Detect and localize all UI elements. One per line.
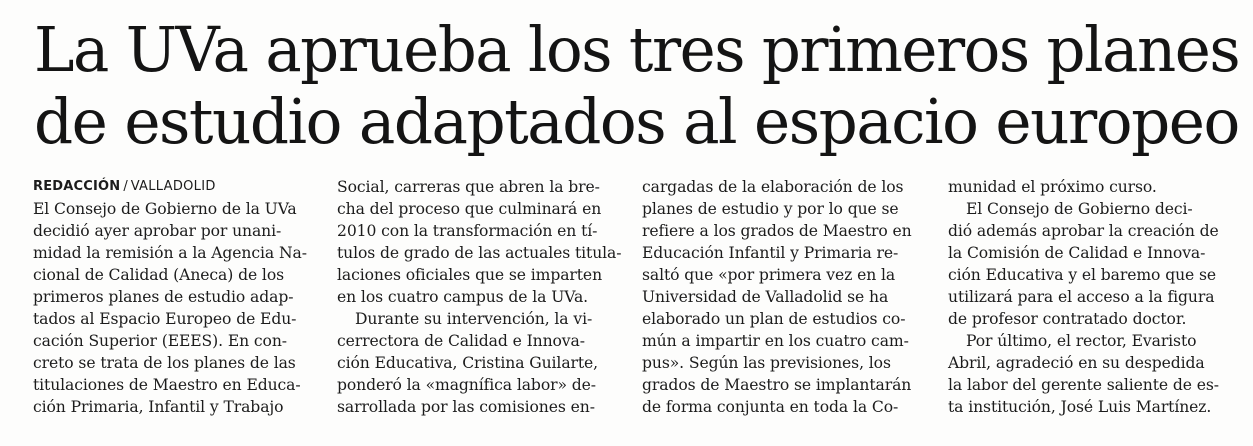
paragraph-start-line: Durante su intervención, la vi-: [355, 310, 593, 328]
text-line: ción Educativa y el baremo que se: [948, 266, 1217, 284]
headline-line-2: de estudio adaptados al espacio europeo: [34, 85, 1239, 158]
byline-author: REDACCIÓN: [33, 179, 121, 194]
text-line: midad la remisión a la Agencia Na-: [33, 244, 307, 262]
text-line: laciones oficiales que se imparten: [337, 266, 603, 284]
text-line: tulos de grado de las actuales titula-: [337, 244, 622, 262]
text-line: planes de estudio y por lo que se: [642, 200, 899, 218]
text-line: titulaciones de Maestro en Educa-: [33, 376, 301, 394]
text-line: Social, carreras que abren la bre-: [337, 178, 600, 196]
text-line: ción Primaria, Infantil y Trabajo: [33, 398, 284, 416]
text-line: grados de Maestro se implantarán: [642, 376, 912, 394]
article-column-1: [33, 176, 321, 418]
text-line: en los cuatro campus de la UVa.: [337, 288, 589, 306]
headline-line-1: La UVa aprueba los tres primeros planes: [34, 13, 1240, 86]
text-line: cación Superior (EEES). En con-: [33, 332, 287, 350]
text-line: primeros planes de estudio adap-: [33, 288, 294, 306]
text-line: ponderó la «magnífica labor» de-: [337, 376, 596, 394]
byline-place: VALLADOLID: [130, 179, 216, 194]
article-column-3: [642, 176, 932, 418]
headline: [34, 13, 1240, 158]
text-line: sarrollada por las comisiones en-: [337, 398, 595, 416]
paragraph-start-line: Por último, el rector, Evaristo: [966, 332, 1197, 350]
byline-separator: /: [123, 179, 128, 194]
text-line: cargadas de la elaboración de los: [642, 178, 904, 196]
text-line: Abril, agradeció en su despedida: [948, 354, 1205, 372]
text-line: ta institución, José Luis Martínez.: [948, 398, 1212, 416]
text-line: la Comisión de Calidad e Innova-: [948, 244, 1206, 262]
text-line: decidió ayer aprobar por unani-: [33, 222, 282, 240]
text-line: ción Educativa, Cristina Guilarte,: [337, 354, 599, 372]
text-line: munidad el próximo curso.: [948, 178, 1157, 196]
text-line: utilizará para el acceso a la figura: [948, 288, 1215, 306]
text-line: 2010 con la transformación en tí-: [337, 222, 598, 240]
text-line: tados al Espacio Europeo de Edu-: [33, 310, 297, 328]
text-line: de profesor contratado doctor.: [948, 310, 1187, 328]
text-line: de forma conjunta en toda la Co-: [642, 398, 899, 416]
text-line: mún a impartir en los cuatro cam-: [642, 332, 909, 350]
text-line: dió además aprobar la creación de: [948, 222, 1219, 240]
text-line: Educación Infantil y Primaria re-: [642, 244, 899, 262]
text-line: cha del proceso que culminará en: [337, 200, 602, 218]
text-line: cerrectora de Calidad e Innova-: [337, 332, 585, 350]
article-column-2: [337, 176, 627, 418]
text-line: pus». Según las previsiones, los: [642, 354, 891, 372]
text-line: creto se trata de los planes de las: [33, 354, 296, 372]
text-line: cional de Calidad (Aneca) de los: [33, 266, 285, 284]
byline: [33, 176, 216, 198]
text-line: saltó que «por primera vez en la: [642, 266, 896, 284]
paragraph-start-line: El Consejo de Gobierno deci-: [966, 200, 1193, 218]
text-line: Universidad de Valladolid se ha: [642, 288, 889, 306]
text-line: la labor del gerente saliente de es-: [948, 376, 1219, 394]
article-column-4: [948, 176, 1238, 418]
text-line: El Consejo de Gobierno de la UVa: [33, 200, 297, 218]
text-line: refiere a los grados de Maestro en: [642, 222, 912, 240]
text-line: elaborado un plan de estudios co-: [642, 310, 906, 328]
